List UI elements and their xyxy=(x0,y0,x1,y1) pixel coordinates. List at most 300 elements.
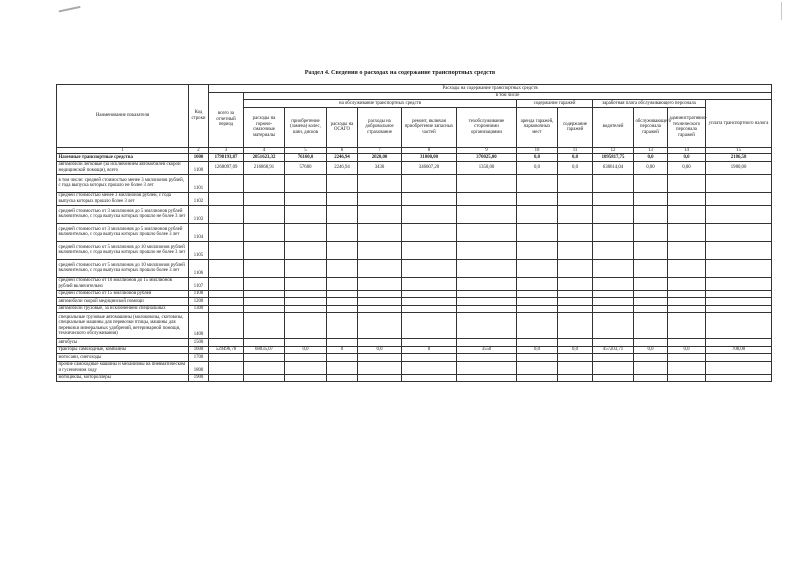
cell-value xyxy=(402,174,457,192)
cell-value xyxy=(558,298,593,306)
cell-value xyxy=(402,241,457,259)
cell-value xyxy=(517,339,558,347)
cell-value xyxy=(668,313,706,339)
cell-value: 0,0 xyxy=(558,154,593,162)
row-code: 1108 xyxy=(189,290,209,298)
row-name: Наземные транспортные средства xyxy=(57,154,189,162)
row-code: 1107 xyxy=(189,277,209,290)
row-name: мотосани, снегоходы xyxy=(57,354,189,362)
cell-value xyxy=(244,259,285,277)
row-name: специальные грузовые автомашины (молоковозы, скотовозы, специальные машины для перевозки птицы, машины для перевозки минеральных удобрений, ветеринарной помощи, технического обслуживания) xyxy=(57,313,189,339)
header-repair: ремонт, включая приобретение запасных частей xyxy=(402,107,457,147)
header-including: в том числе xyxy=(244,92,772,100)
cell-value xyxy=(593,313,634,339)
row-code: 1000 xyxy=(189,154,209,162)
row-code: 1900 xyxy=(189,374,209,382)
cell-value: 76160,0 xyxy=(285,154,327,162)
cell-value xyxy=(358,354,402,362)
cell-value: 68035,07 xyxy=(244,346,285,354)
row-code: 1103 xyxy=(189,205,209,223)
row-name: средней стоимостью от 10 миллионов до 15 миллионов рублей включительно xyxy=(57,277,189,290)
cell-value xyxy=(593,374,634,382)
cell-value xyxy=(457,374,517,382)
cell-value xyxy=(327,298,358,306)
cell-value xyxy=(244,313,285,339)
cell-value xyxy=(593,192,634,205)
cell-value xyxy=(593,290,634,298)
cell-value xyxy=(668,205,706,223)
cell-value: 0,0 xyxy=(668,154,706,162)
cell-value xyxy=(517,313,558,339)
cell-value xyxy=(244,339,285,347)
cell-value xyxy=(402,277,457,290)
header-total: всего за отчетный период xyxy=(209,92,244,147)
table-row xyxy=(57,298,772,306)
cell-value xyxy=(358,361,402,374)
cell-value xyxy=(244,354,285,362)
cell-value: 57600 xyxy=(285,161,327,174)
cell-value xyxy=(285,361,327,374)
cell-value xyxy=(358,192,402,205)
cell-value: 1095817,75 xyxy=(593,154,634,162)
cell-value xyxy=(327,277,358,290)
row-name: средней стоимостью от 3 миллионов до 5 миллионов рублей включительно, с года выпуска которых прошло более 3 лет xyxy=(57,223,189,241)
cell-value xyxy=(668,374,706,382)
cell-value xyxy=(593,298,634,306)
cell-value xyxy=(285,277,327,290)
cell-value xyxy=(285,313,327,339)
cell-value xyxy=(668,354,706,362)
cell-value xyxy=(558,192,593,205)
cell-value xyxy=(593,223,634,241)
cell-value xyxy=(558,241,593,259)
cell-value xyxy=(209,339,244,347)
cell-value xyxy=(327,339,358,347)
cell-value xyxy=(285,259,327,277)
cell-value: 0 xyxy=(402,346,457,354)
cell-value xyxy=(358,205,402,223)
column-number: 2 xyxy=(189,147,209,154)
cell-value xyxy=(209,305,244,313)
cell-value xyxy=(517,298,558,306)
cell-value xyxy=(593,259,634,277)
cell-value xyxy=(457,354,517,362)
cell-value xyxy=(634,259,668,277)
cell-value xyxy=(558,339,593,347)
cell-value xyxy=(402,223,457,241)
cell-value xyxy=(558,205,593,223)
column-number: 3 xyxy=(209,147,244,154)
row-code: 1100 xyxy=(189,161,209,174)
column-number: 9 xyxy=(457,147,517,154)
cell-value xyxy=(285,241,327,259)
row-name: тракторы самоходные, комбайны xyxy=(57,346,189,354)
table-row xyxy=(57,154,772,162)
header-drivers: водителей xyxy=(593,107,634,147)
table-row xyxy=(57,361,772,374)
row-name: автомобили грузовые, за исключением специальных xyxy=(57,305,189,313)
row-code: 1400 xyxy=(189,313,209,339)
cell-value xyxy=(668,277,706,290)
cell-value xyxy=(244,277,285,290)
cell-value xyxy=(668,259,706,277)
cell-value xyxy=(558,223,593,241)
cell-value: 2246,94 xyxy=(327,161,358,174)
cell-value xyxy=(244,192,285,205)
header-voluntary: расходы на добровольное страхование xyxy=(358,107,402,147)
cell-value xyxy=(706,313,772,339)
header-fuel: расходы на горюче-смазочные материалы xyxy=(244,107,285,147)
cell-value xyxy=(457,259,517,277)
table-row xyxy=(57,259,772,277)
cell-value: 1798193,87 xyxy=(209,154,244,162)
header-expenses-group: Расходы на содержание транспортных средств xyxy=(209,85,772,93)
table-row xyxy=(57,192,772,205)
cell-value: 0,00 xyxy=(634,161,668,174)
row-name: средней стоимостью менее 3 миллионов рублей, с года выпуска которых прошло более 3 лет xyxy=(57,192,189,205)
cell-value xyxy=(706,339,772,347)
cell-value xyxy=(558,354,593,362)
cell-value xyxy=(402,339,457,347)
cell-value xyxy=(244,361,285,374)
cell-value xyxy=(209,223,244,241)
header-salary-group: заработная плата обслуживающего персонала xyxy=(593,100,706,108)
cell-value xyxy=(593,354,634,362)
cell-value: 457203,71 xyxy=(593,346,634,354)
row-name: автомобили скорой медицинской помощи xyxy=(57,298,189,306)
column-number: 14 xyxy=(668,147,706,154)
cell-value xyxy=(668,305,706,313)
table-row xyxy=(57,174,772,192)
cell-value xyxy=(327,354,358,362)
cell-value xyxy=(593,305,634,313)
cell-value xyxy=(558,277,593,290)
cell-value xyxy=(457,361,517,374)
cell-value xyxy=(327,174,358,192)
cell-value xyxy=(558,290,593,298)
cell-value xyxy=(327,241,358,259)
cell-value xyxy=(706,259,772,277)
cell-value xyxy=(634,339,668,347)
cell-value xyxy=(402,354,457,362)
cell-value xyxy=(457,241,517,259)
cell-value xyxy=(402,361,457,374)
cell-value xyxy=(327,205,358,223)
cell-value xyxy=(209,241,244,259)
column-number: 5 xyxy=(285,147,327,154)
cell-value xyxy=(285,192,327,205)
cell-value xyxy=(209,192,244,205)
cell-value xyxy=(706,223,772,241)
cell-value xyxy=(457,298,517,306)
row-code: 1600 xyxy=(189,346,209,354)
cell-value xyxy=(358,259,402,277)
table-row xyxy=(57,354,772,362)
cell-value: 31000,00 xyxy=(402,154,457,162)
column-number: 1 xyxy=(57,147,189,154)
cell-value xyxy=(358,374,402,382)
cell-value: 0,0 xyxy=(558,161,593,174)
column-number: 7 xyxy=(358,147,402,154)
cell-value xyxy=(558,305,593,313)
cell-value xyxy=(358,241,402,259)
cell-value xyxy=(634,374,668,382)
row-code: 1101 xyxy=(189,174,209,192)
cell-value xyxy=(402,374,457,382)
section-title: Раздел 4. Сведения о расходах на содержание транспортных средств xyxy=(304,69,496,76)
cell-value xyxy=(593,205,634,223)
cell-value xyxy=(517,259,558,277)
cell-value xyxy=(209,361,244,374)
cell-value xyxy=(634,354,668,362)
cell-value xyxy=(634,361,668,374)
cell-value xyxy=(634,305,668,313)
row-name: автобусы xyxy=(57,339,189,347)
table-row xyxy=(57,313,772,339)
table-row xyxy=(57,374,772,382)
header-garage-group: содержание гаражей xyxy=(517,100,593,108)
cell-value xyxy=(517,277,558,290)
header-name: Наименование показателя xyxy=(57,85,189,148)
cell-value xyxy=(706,241,772,259)
row-code: 1106 xyxy=(189,259,209,277)
cell-value xyxy=(668,241,706,259)
cell-value xyxy=(668,361,706,374)
cell-value xyxy=(634,223,668,241)
cell-value xyxy=(457,305,517,313)
cell-value xyxy=(517,192,558,205)
cell-value xyxy=(327,313,358,339)
cell-value xyxy=(209,374,244,382)
cell-value: 2020,00 xyxy=(358,154,402,162)
cell-value xyxy=(457,205,517,223)
header-tires: приобретение (замена) колес, шин, дисков xyxy=(285,107,327,147)
cell-value xyxy=(668,192,706,205)
cell-value xyxy=(517,374,558,382)
cell-value xyxy=(593,174,634,192)
cell-value xyxy=(285,174,327,192)
column-number: 13 xyxy=(634,147,668,154)
cell-value xyxy=(706,374,772,382)
cell-value: 0,0 xyxy=(517,154,558,162)
cell-value xyxy=(457,339,517,347)
cell-value xyxy=(593,361,634,374)
cell-value xyxy=(402,205,457,223)
cell-value xyxy=(593,339,634,347)
expenses-table xyxy=(56,84,772,382)
cell-value xyxy=(558,259,593,277)
cell-value xyxy=(358,305,402,313)
table-row xyxy=(57,161,772,174)
cell-value xyxy=(285,290,327,298)
cell-value xyxy=(706,354,772,362)
cell-value: 3550 xyxy=(457,346,517,354)
cell-value xyxy=(358,277,402,290)
cell-value xyxy=(558,174,593,192)
row-code: 1500 xyxy=(189,339,209,347)
row-code: 1200 xyxy=(189,298,209,306)
row-code: 1300 xyxy=(189,305,209,313)
cell-value xyxy=(593,241,634,259)
table-row xyxy=(57,223,772,241)
cell-value xyxy=(244,374,285,382)
header-garage-rent: аренда гаражей, парковочных мест xyxy=(517,107,558,147)
cell-value xyxy=(244,223,285,241)
row-name: автомобили легковые (за исключением автомобилей скорой медицинской помощи), всего xyxy=(57,161,189,174)
cell-value xyxy=(358,339,402,347)
cell-value xyxy=(358,223,402,241)
cell-value xyxy=(558,361,593,374)
row-name: прочие самоходные машины и механизмы на пневматическом и гусеничном ходу xyxy=(57,361,189,374)
cell-value xyxy=(285,354,327,362)
cell-value xyxy=(634,313,668,339)
cell-value xyxy=(402,313,457,339)
column-number: 6 xyxy=(327,147,358,154)
table-row xyxy=(57,241,772,259)
cell-value: 2186,58 xyxy=(706,154,772,162)
cell-value xyxy=(517,354,558,362)
row-code: 1104 xyxy=(189,223,209,241)
column-number: 15 xyxy=(706,147,772,154)
table-row xyxy=(57,290,772,298)
cell-value: 0,0 xyxy=(285,346,327,354)
cell-value xyxy=(327,290,358,298)
row-name: мотоциклы, мотороллеры xyxy=(57,374,189,382)
cell-value xyxy=(668,298,706,306)
cell-value xyxy=(634,174,668,192)
cell-value xyxy=(327,259,358,277)
cell-value: 0,0 xyxy=(517,161,558,174)
row-name: средней стоимостью от 5 миллионов до 10 миллионов рублей включительно, с года выпуска которых прошло не более 3 лет xyxy=(57,241,189,259)
cell-value xyxy=(706,174,772,192)
cell-value xyxy=(517,205,558,223)
cell-value xyxy=(517,305,558,313)
cell-value xyxy=(706,205,772,223)
header-admin-staff: административно-технического персонала гаражей xyxy=(668,107,706,147)
column-number: 11 xyxy=(558,147,593,154)
cell-value xyxy=(457,277,517,290)
cell-value xyxy=(668,290,706,298)
cell-value xyxy=(209,290,244,298)
cell-value xyxy=(402,305,457,313)
cell-value xyxy=(706,305,772,313)
cell-value xyxy=(327,305,358,313)
cell-value: 0 xyxy=(327,346,358,354)
cell-value xyxy=(634,205,668,223)
cell-value xyxy=(244,290,285,298)
row-code: 1800 xyxy=(189,361,209,374)
cell-value xyxy=(358,313,402,339)
cell-value xyxy=(634,192,668,205)
cell-value xyxy=(517,241,558,259)
cell-value xyxy=(209,354,244,362)
cell-value xyxy=(402,192,457,205)
scan-artifact-edge xyxy=(781,2,786,20)
cell-value xyxy=(402,298,457,306)
cell-value: 0,0 xyxy=(558,346,593,354)
cell-value: 0,0 xyxy=(517,346,558,354)
cell-value: 0,0 xyxy=(358,346,402,354)
cell-value: 2051623,32 xyxy=(244,154,285,162)
cell-value xyxy=(517,361,558,374)
header-service-staff: обслуживающего персонала гаражей xyxy=(634,107,668,147)
cell-value xyxy=(285,339,327,347)
cell-value xyxy=(457,313,517,339)
header-transport-tax: уплата транспортного налога xyxy=(706,100,772,148)
cell-value: 0,0 xyxy=(668,346,706,354)
table-row xyxy=(57,305,772,313)
cell-value: 529496,78 xyxy=(209,346,244,354)
cell-value xyxy=(706,361,772,374)
cell-value xyxy=(358,298,402,306)
cell-value xyxy=(634,277,668,290)
cell-value: 0,0 xyxy=(634,154,668,162)
cell-value xyxy=(244,298,285,306)
header-garage-upkeep: содержание гаражей xyxy=(558,107,593,147)
row-name: средней стоимостью от 5 миллионов до 10 миллионов рублей включительно, с года выпуска которых прошло более 3 лет xyxy=(57,259,189,277)
cell-value xyxy=(358,174,402,192)
cell-value xyxy=(358,290,402,298)
cell-value xyxy=(706,298,772,306)
header-code: Код строки xyxy=(189,85,209,148)
cell-value xyxy=(209,174,244,192)
cell-value: 346607,20 xyxy=(402,161,457,174)
table-row xyxy=(57,205,772,223)
cell-value: 1350,00 xyxy=(457,161,517,174)
cell-value xyxy=(668,223,706,241)
cell-value xyxy=(285,298,327,306)
row-code: 1700 xyxy=(189,354,209,362)
header-osago: расходы на ОСАГО xyxy=(327,107,358,147)
cell-value: 2246,94 xyxy=(327,154,358,162)
cell-value xyxy=(402,290,457,298)
cell-value xyxy=(209,298,244,306)
cell-value xyxy=(285,374,327,382)
cell-value xyxy=(558,313,593,339)
row-name: средней стоимостью от 15 миллионов рублей xyxy=(57,290,189,298)
cell-value: 216868,91 xyxy=(244,161,285,174)
cell-value xyxy=(327,223,358,241)
row-code: 1105 xyxy=(189,241,209,259)
cell-value: 708,00 xyxy=(706,346,772,354)
cell-value xyxy=(668,174,706,192)
table-row xyxy=(57,346,772,354)
cell-value: 370025,00 xyxy=(457,154,517,162)
cell-value xyxy=(209,205,244,223)
cell-value xyxy=(457,290,517,298)
table-row xyxy=(57,277,772,290)
column-number: 12 xyxy=(593,147,634,154)
cell-value xyxy=(209,277,244,290)
cell-value xyxy=(634,298,668,306)
row-name: средней стоимостью от 3 миллионов до 5 миллионов рублей включительно, с года выпуска которых прошло не более 3 лет xyxy=(57,205,189,223)
cell-value xyxy=(558,374,593,382)
cell-value xyxy=(457,192,517,205)
cell-value: 638614,04 xyxy=(593,161,634,174)
cell-value xyxy=(634,241,668,259)
cell-value xyxy=(517,174,558,192)
cell-value xyxy=(668,339,706,347)
cell-value xyxy=(517,290,558,298)
cell-value xyxy=(244,174,285,192)
column-number: 10 xyxy=(517,147,558,154)
cell-value xyxy=(402,259,457,277)
cell-value xyxy=(285,205,327,223)
cell-value xyxy=(327,374,358,382)
cell-value xyxy=(706,290,772,298)
cell-value xyxy=(244,241,285,259)
row-code: 1102 xyxy=(189,192,209,205)
